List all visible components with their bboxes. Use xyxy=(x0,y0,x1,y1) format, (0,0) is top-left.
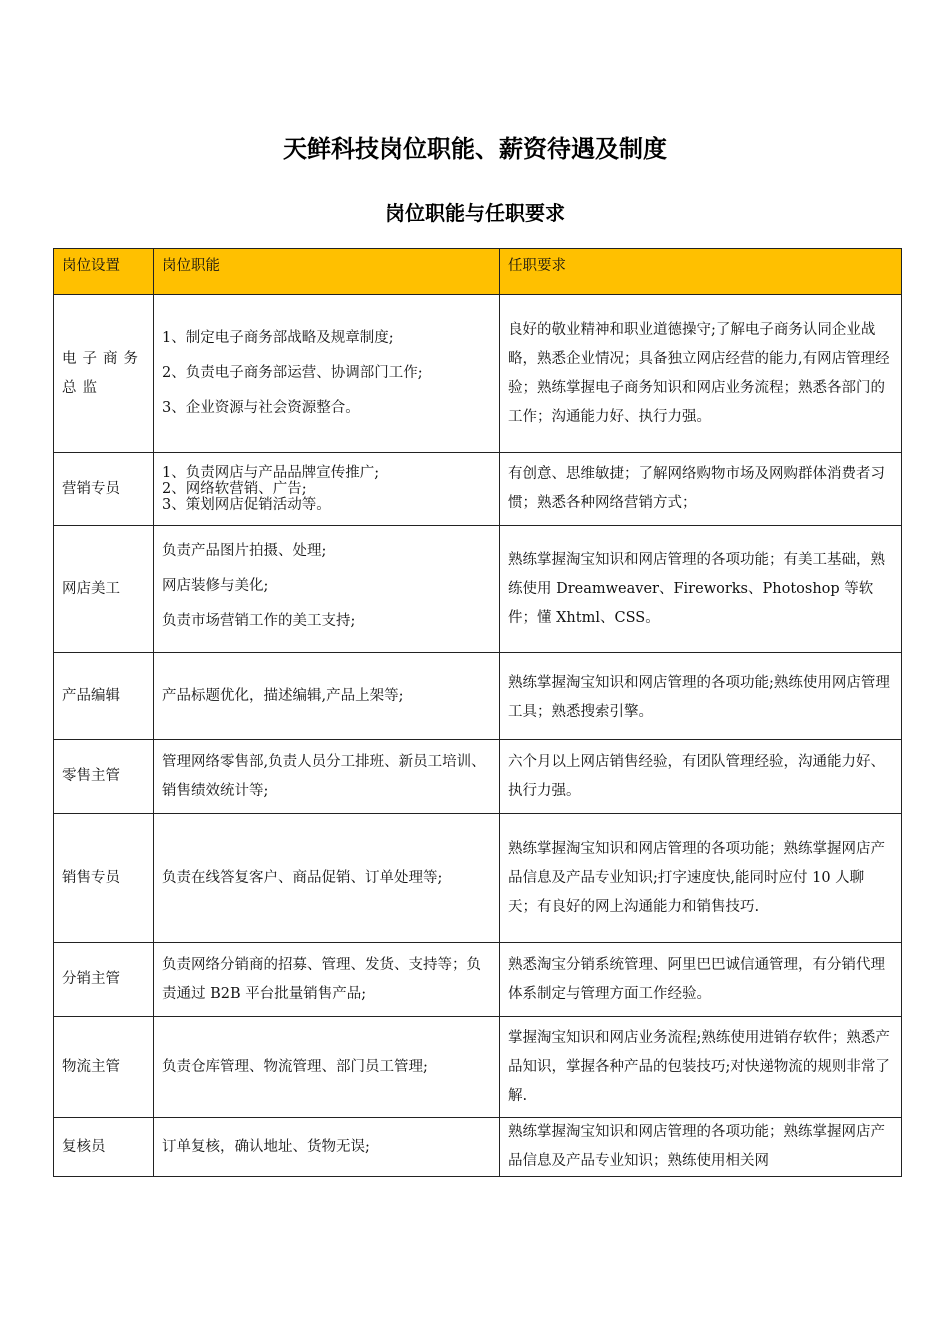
header-duties: 岗位职能 xyxy=(154,249,500,295)
duties-cell xyxy=(154,1017,500,1118)
position-cell: 产品编辑 xyxy=(54,653,154,740)
table-row xyxy=(54,295,902,453)
position-cell: 零售主管 xyxy=(54,740,154,814)
header-position: 岗位设置 xyxy=(54,249,154,295)
table-row xyxy=(54,943,902,1017)
position-cell: 物流主管 xyxy=(54,1017,154,1118)
duty-line: 订单复核，确认地址、货物无误; xyxy=(162,1138,370,1155)
section-title: 岗位职能与任职要求 xyxy=(385,201,565,225)
duty-line: 产品标题优化，描述编辑,产品上架等; xyxy=(162,687,404,704)
requirements-cell: 熟练掌握淘宝知识和网店管理的各项功能；熟练掌握网店产品信息及产品专业知识;打字速度快,能同时应付 10 人聊天；有良好的网上沟通能力和销售技巧. xyxy=(500,814,902,943)
duties-cell xyxy=(154,526,500,653)
duty-line: 网店装修与美化; xyxy=(162,577,269,594)
duty-line: 3、策划网店促销活动等。 xyxy=(162,497,331,513)
position-cell: 分销主管 xyxy=(54,943,154,1017)
requirements-cell: 掌握淘宝知识和网店业务流程;熟练使用进销存软件；熟悉产品知识，掌握各种产品的包装技巧;对快递物流的规则非常了解. xyxy=(500,1017,902,1118)
job-duty-table xyxy=(53,248,902,1177)
table-row xyxy=(54,1017,902,1118)
requirements-cell: 良好的敬业精神和职业道德操守;了解电子商务认同企业战略，熟悉企业情况；具备独立网店经营的能力,有网店管理经验；熟练掌握电子商务知识和网店业务流程；熟悉各部门的工作；沟通能力好、执行力强。 xyxy=(500,295,902,453)
requirements-cell: 熟悉淘宝分销系统管理、阿里巴巴诚信通管理，有分销代理体系制定与管理方面工作经验。 xyxy=(500,943,902,1017)
duty-line: 1、负责网店与产品品牌宣传推广; xyxy=(162,465,380,481)
requirements-cell: 有创意、思维敏捷；了解网络购物市场及网购群体消费者习惯；熟悉各种网络营销方式； xyxy=(500,453,902,526)
duties-cell xyxy=(154,295,500,453)
table-row xyxy=(54,1118,902,1177)
position-cell: 电子商务总监 xyxy=(54,295,154,453)
table-row xyxy=(54,740,902,814)
table-row xyxy=(54,814,902,943)
position-cell: 复核员 xyxy=(54,1118,154,1177)
header-requirements: 任职要求 xyxy=(500,249,902,295)
duties-cell xyxy=(154,943,500,1017)
duty-line: 负责网络分销商的招募、管理、发货、支持等；负责通过 B2B 平台批量销售产品; xyxy=(162,956,481,1002)
document-title: 天鲜科技岗位职能、薪资待遇及制度 xyxy=(283,135,667,163)
table-header-row xyxy=(54,249,902,295)
table-row xyxy=(54,526,902,653)
position-cell: 营销专员 xyxy=(54,453,154,526)
position-cell: 销售专员 xyxy=(54,814,154,943)
duties-cell xyxy=(154,653,500,740)
position-cell: 网店美工 xyxy=(54,526,154,653)
table-row xyxy=(54,653,902,740)
duty-line: 2、网络软营销、广告; xyxy=(162,481,307,497)
duty-line: 负责仓库管理、物流管理、部门员工管理; xyxy=(162,1058,428,1075)
duties-cell xyxy=(154,740,500,814)
duty-line: 负责在线答复客户、商品促销、订单处理等; xyxy=(162,869,443,886)
duty-line: 3、企业资源与社会资源整合。 xyxy=(162,400,360,416)
requirements-cell: 熟练掌握淘宝知识和网店管理的各项功能;熟练使用网店管理工具；熟悉搜索引擎。 xyxy=(500,653,902,740)
duty-line: 2、负责电子商务部运营、协调部门工作; xyxy=(162,365,423,381)
duty-line: 管理网络零售部,负责人员分工排班、新员工培训、销售绩效统计等; xyxy=(162,753,486,799)
requirements-cell: 熟练掌握淘宝知识和网店管理的各项功能；熟练掌握网店产品信息及产品专业知识；熟练使用相关网 xyxy=(500,1118,902,1177)
requirements-cell: 熟练掌握淘宝知识和网店管理的各项功能；有美工基础，熟练使用 Dreamweaver、Fireworks、Photoshop 等软件；懂 Xhtml、CSS。 xyxy=(500,526,902,653)
duties-cell xyxy=(154,814,500,943)
table-row xyxy=(54,453,902,526)
duty-line: 负责市场营销工作的美工支持; xyxy=(162,612,356,629)
duties-cell xyxy=(154,1118,500,1177)
duties-cell xyxy=(154,453,500,526)
duty-line: 1、制定电子商务部战略及规章制度; xyxy=(162,330,394,346)
duty-line: 负责产品图片拍摄、处理; xyxy=(162,542,327,559)
requirements-cell: 六个月以上网店销售经验，有团队管理经验，沟通能力好、执行力强。 xyxy=(500,740,902,814)
